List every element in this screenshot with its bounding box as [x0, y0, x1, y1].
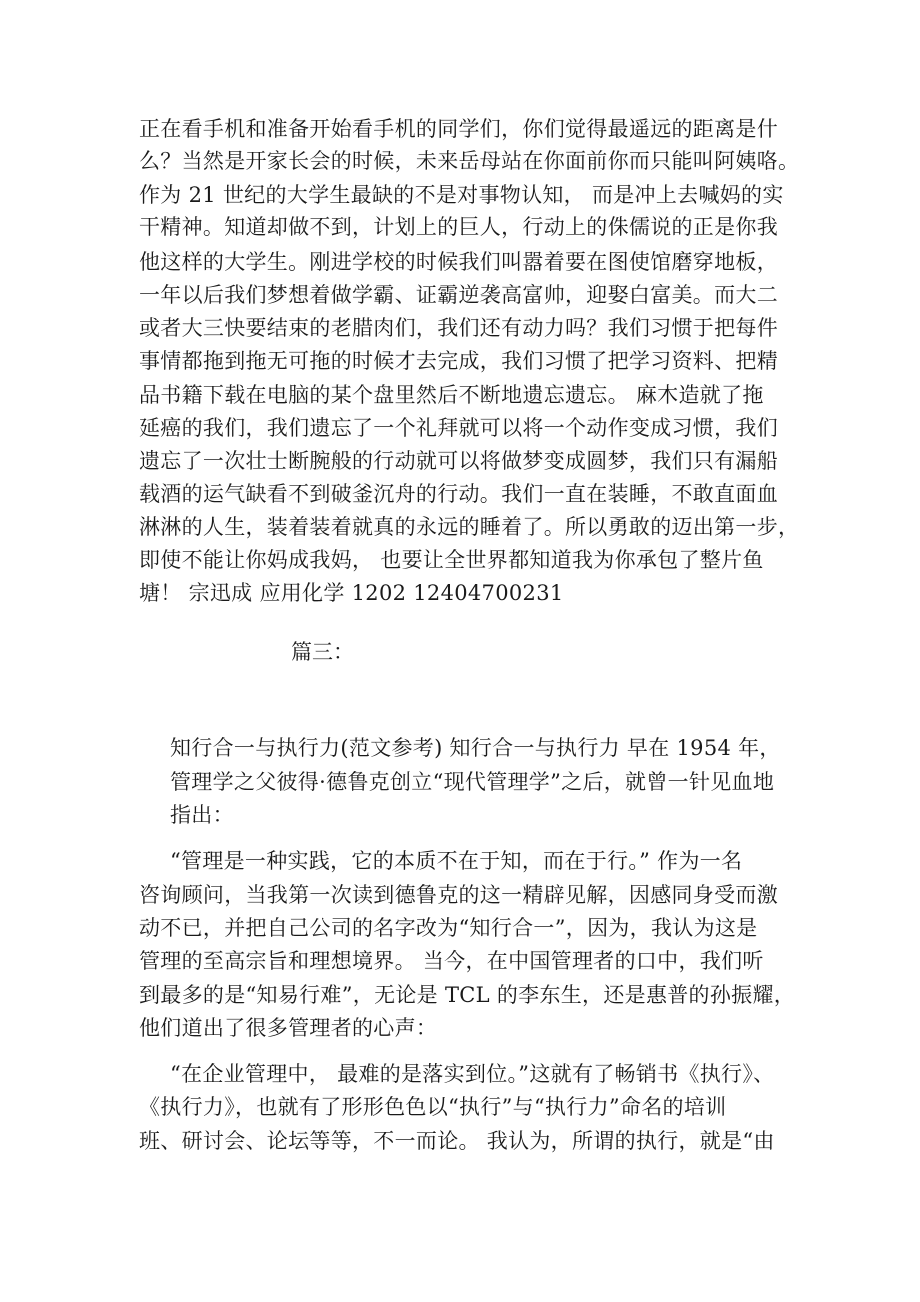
- text-line: 咨询顾问，当我第一次读到德鲁克的这一精辟见解，因感同身受而激: [139, 883, 778, 907]
- text-line: 么？当然是开家长会的时候，未来岳母站在你面前你而只能叫阿姨咯。: [139, 149, 800, 173]
- text-line: 管理学之父彼得·德鲁克创立“现代管理学”之后，就曾一针见血地: [170, 770, 775, 794]
- text-line: 一年以后我们梦想着做学霸、证霸逆袭高富帅，迎娶白富美。而大二: [139, 283, 778, 307]
- text-line: “管理是一种实践，它的本质不在于知，而在于行。” 作为一名: [170, 849, 743, 873]
- section-heading: 篇三：: [291, 640, 354, 664]
- text-line: “在企业管理中， 最难的是落实到位。”这就有了畅销书《执行》、: [170, 1062, 775, 1086]
- text-line: 动不已，并把自己公司的名字改为“知行合一”，因为，我认为这是: [139, 916, 758, 940]
- text-line: 塘！ 宗迅成 应用化学 1202 12404700231: [139, 581, 564, 605]
- text-line: 遗忘了一次壮士断腕般的行动就可以将做梦变成圆梦，我们只有漏船: [139, 449, 778, 473]
- text-line: 他们道出了很多管理者的心声：: [139, 1016, 438, 1040]
- text-line: 《执行力》，也就有了形形色色以“执行”与“执行力”命名的培训: [139, 1095, 727, 1119]
- text-line: 即使不能让你妈成我妈， 也要让全世界都知道我为你承包了整片鱼: [139, 548, 764, 572]
- text-line: 知行合一与执行力(范文参考) 知行合一与执行力 早在 1954 年，: [170, 736, 781, 760]
- text-line: 淋淋的人生，装着装着就真的永远的睡着了。所以勇敢的迈出第一步，: [139, 515, 800, 539]
- text-line: 正在看手机和准备开始看手机的同学们，你们觉得最遥远的距离是什: [139, 117, 778, 141]
- text-line: 他这样的大学生。刚进学校的时候我们叫嚣着要在图使馆磨穿地板，: [139, 250, 778, 274]
- text-line: 作为 21 世纪的大学生最缺的不是对事物认知， 而是冲上去喊妈的实: [139, 183, 784, 207]
- text-line: 载酒的运气缺看不到破釜沉舟的行动。我们一直在装睡，不敢直面血: [139, 482, 778, 506]
- text-line: 或者大三快要结束的老腊肉们，我们还有动力吗？我们习惯于把每件: [139, 316, 778, 340]
- text-line: 班、研讨会、论坛等等，不一而论。 我认为，所谓的执行，就是“由: [139, 1129, 775, 1153]
- text-line: 延癌的我们，我们遗忘了一个礼拜就可以将一个动作变成习惯，我们: [139, 416, 778, 440]
- text-line: 干精神。知道却做不到，计划上的巨人，行动上的侏儒说的正是你我: [139, 215, 778, 239]
- text-line: 事情都拖到拖无可拖的时候才去完成，我们习惯了把学习资料、把精: [139, 349, 778, 373]
- text-line: 到最多的是“知易行难”，无论是 TCL 的李东生，还是惠普的孙振耀，: [139, 983, 796, 1007]
- text-line: 管理的至高宗旨和理想境界。 当今，在中国管理者的口中，我们听: [139, 949, 764, 973]
- text-line: 品书籍下载在电脑的某个盘里然后不断地遗忘遗忘。 麻木造就了拖: [139, 383, 764, 407]
- text-line: 指出：: [170, 803, 234, 827]
